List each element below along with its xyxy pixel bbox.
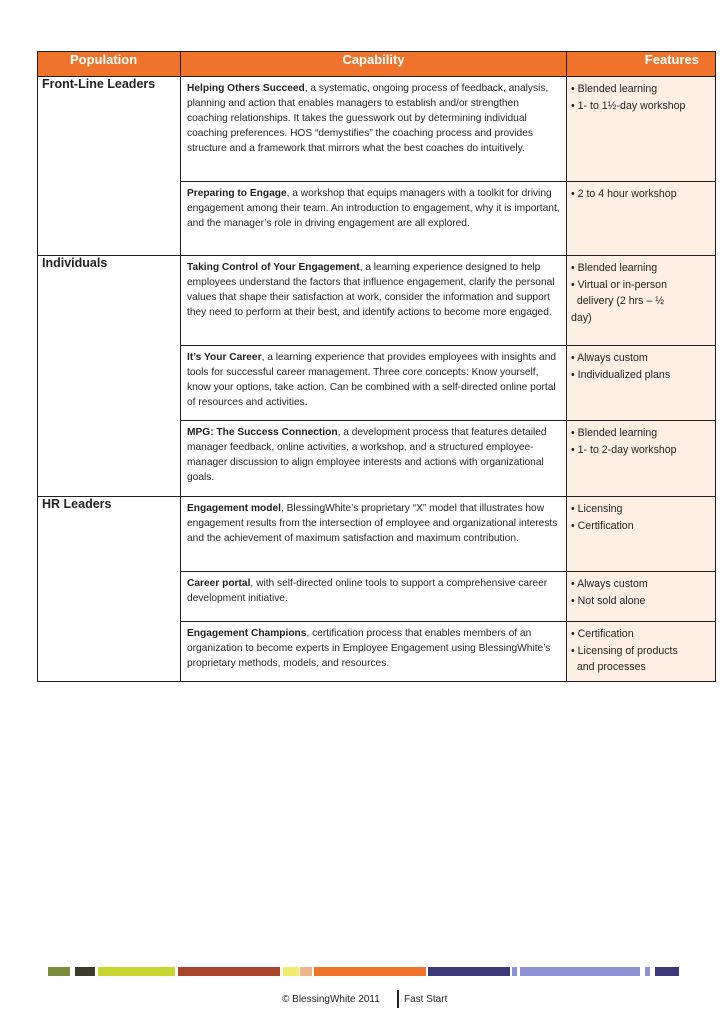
capability-cell <box>181 622 567 682</box>
capability-title: MPG: The Success Connection <box>187 427 338 438</box>
features-cell <box>567 497 716 572</box>
feature-item: • Blended learning <box>571 83 658 95</box>
capability-title: Taking Control of Your Engagement <box>187 262 360 273</box>
feature-item: • Individualized plans <box>571 368 671 381</box>
feature-item: • 1- to 2-day workshop <box>571 443 677 456</box>
color-bar-segment <box>300 967 312 976</box>
capability-title: It’s Your Career <box>187 352 262 363</box>
capability-cell <box>181 77 567 182</box>
feature-item: • Certification <box>571 628 634 640</box>
header-population: Population <box>38 52 181 77</box>
feature-item: • Virtual or in-person delivery (2 hrs – ½ day) <box>571 278 667 324</box>
capability-desc: , a development process that features detailed manager feedback, online activities, a workshop, and a structured employee-manager discussion to align employee interests and actions with organizational goals. <box>187 427 547 483</box>
capability-cell <box>181 182 567 256</box>
color-bar-segment <box>314 967 426 976</box>
table-header-row <box>38 52 716 77</box>
color-bar-segment <box>428 967 510 976</box>
capability-table <box>37 51 716 682</box>
capability-desc: , a learning experience designed to help employees understand the factors that influence engagement, clarify the personal values that shape their satisfaction at work, consider the information and support they need to perform at their best, and identify actions to become more engaged. <box>187 262 555 318</box>
table-row <box>38 497 716 572</box>
capability-title: Engagement model <box>187 503 281 514</box>
feature-item: • Always custom <box>571 578 648 590</box>
features-cell <box>567 256 716 346</box>
feature-item: • Blended learning <box>571 262 658 274</box>
color-bar-segment <box>98 967 175 976</box>
feature-item: • 2 to 4 hour workshop <box>571 188 677 200</box>
header-features: Features <box>567 52 716 77</box>
capability-cell <box>181 497 567 572</box>
capability-desc: , certification process that enables members of an organization to become experts in Employee Engagement using BlessingWhite’s proprietary methods, models, and resources. <box>187 628 551 669</box>
capability-cell <box>181 256 567 346</box>
feature-item: • Not sold alone <box>571 594 646 607</box>
features-cell <box>567 182 716 256</box>
color-bar-segment <box>655 967 679 976</box>
capability-desc: , a learning experience that provides employees with insights and tools for successful career management. Three core concepts: Know yourself, know your options, take action. Can be combined with a self-directed online portal of resources and activities. <box>187 352 557 408</box>
capability-cell <box>181 346 567 421</box>
features-cell <box>567 421 716 497</box>
feature-item: • Licensing <box>571 503 623 515</box>
feature-item: • Blended learning <box>571 427 658 439</box>
group-individuals: Individuals <box>38 256 181 497</box>
footer-section: Fast Start <box>404 994 448 1005</box>
table-row <box>38 256 716 346</box>
features-cell <box>567 77 716 182</box>
color-bar-segment <box>512 967 517 976</box>
capability-title: Helping Others Succeed <box>187 83 305 94</box>
capability-title: Preparing to Engage <box>187 188 287 199</box>
features-cell <box>567 622 716 682</box>
feature-item: • Always custom <box>571 352 648 364</box>
feature-item: • Certification <box>571 519 634 532</box>
feature-item: • Licensing of products and processes <box>571 644 678 673</box>
capability-title: Career portal <box>187 578 251 589</box>
color-bar-segment <box>48 967 70 976</box>
capability-desc: , BlessingWhite’s proprietary “X” model that illustrates how engagement results from the intersection of employee and organizational interests and the achievement of maximum satisfaction and maximum contribution. <box>187 503 558 544</box>
capability-desc: , with self-directed online tools to support a comprehensive career development initiative. <box>187 578 548 604</box>
page-footer <box>0 990 728 1010</box>
group-hr-leaders: HR Leaders <box>38 497 181 682</box>
capability-title: Engagement Champions <box>187 628 307 639</box>
color-bar-segment <box>283 967 299 976</box>
color-bar-segment <box>75 967 95 976</box>
capability-desc: , a workshop that equips managers with a toolkit for driving engagement among their team. An introduction to engagement, why it is important, and the manager’s role in driving engagement are all explored. <box>187 188 560 229</box>
capability-cell <box>181 421 567 497</box>
footer-divider <box>397 990 399 1008</box>
feature-item: • 1- to 1½-day workshop <box>571 99 686 112</box>
header-capability: Capability <box>181 52 567 77</box>
color-bar-segment <box>645 967 650 976</box>
capability-cell <box>181 572 567 622</box>
color-bar-segment <box>178 967 280 976</box>
features-cell <box>567 346 716 421</box>
table-row <box>38 77 716 182</box>
features-cell <box>567 572 716 622</box>
color-bar-segment <box>520 967 640 976</box>
footer-copyright: © BlessingWhite 2011 <box>282 994 380 1005</box>
capability-desc: , a systematic, ongoing process of feedback, analysis, planning and action that enables managers to establish and/or strengthen coaching relationships. It takes the guesswork out by determining individual coaching preferences. HOS “demystifies” the coaching process and provides structure and a framework that mirrors what the best coaches do intuitively. <box>187 83 549 154</box>
group-front-line-leaders: Front-Line Leaders <box>38 77 181 256</box>
